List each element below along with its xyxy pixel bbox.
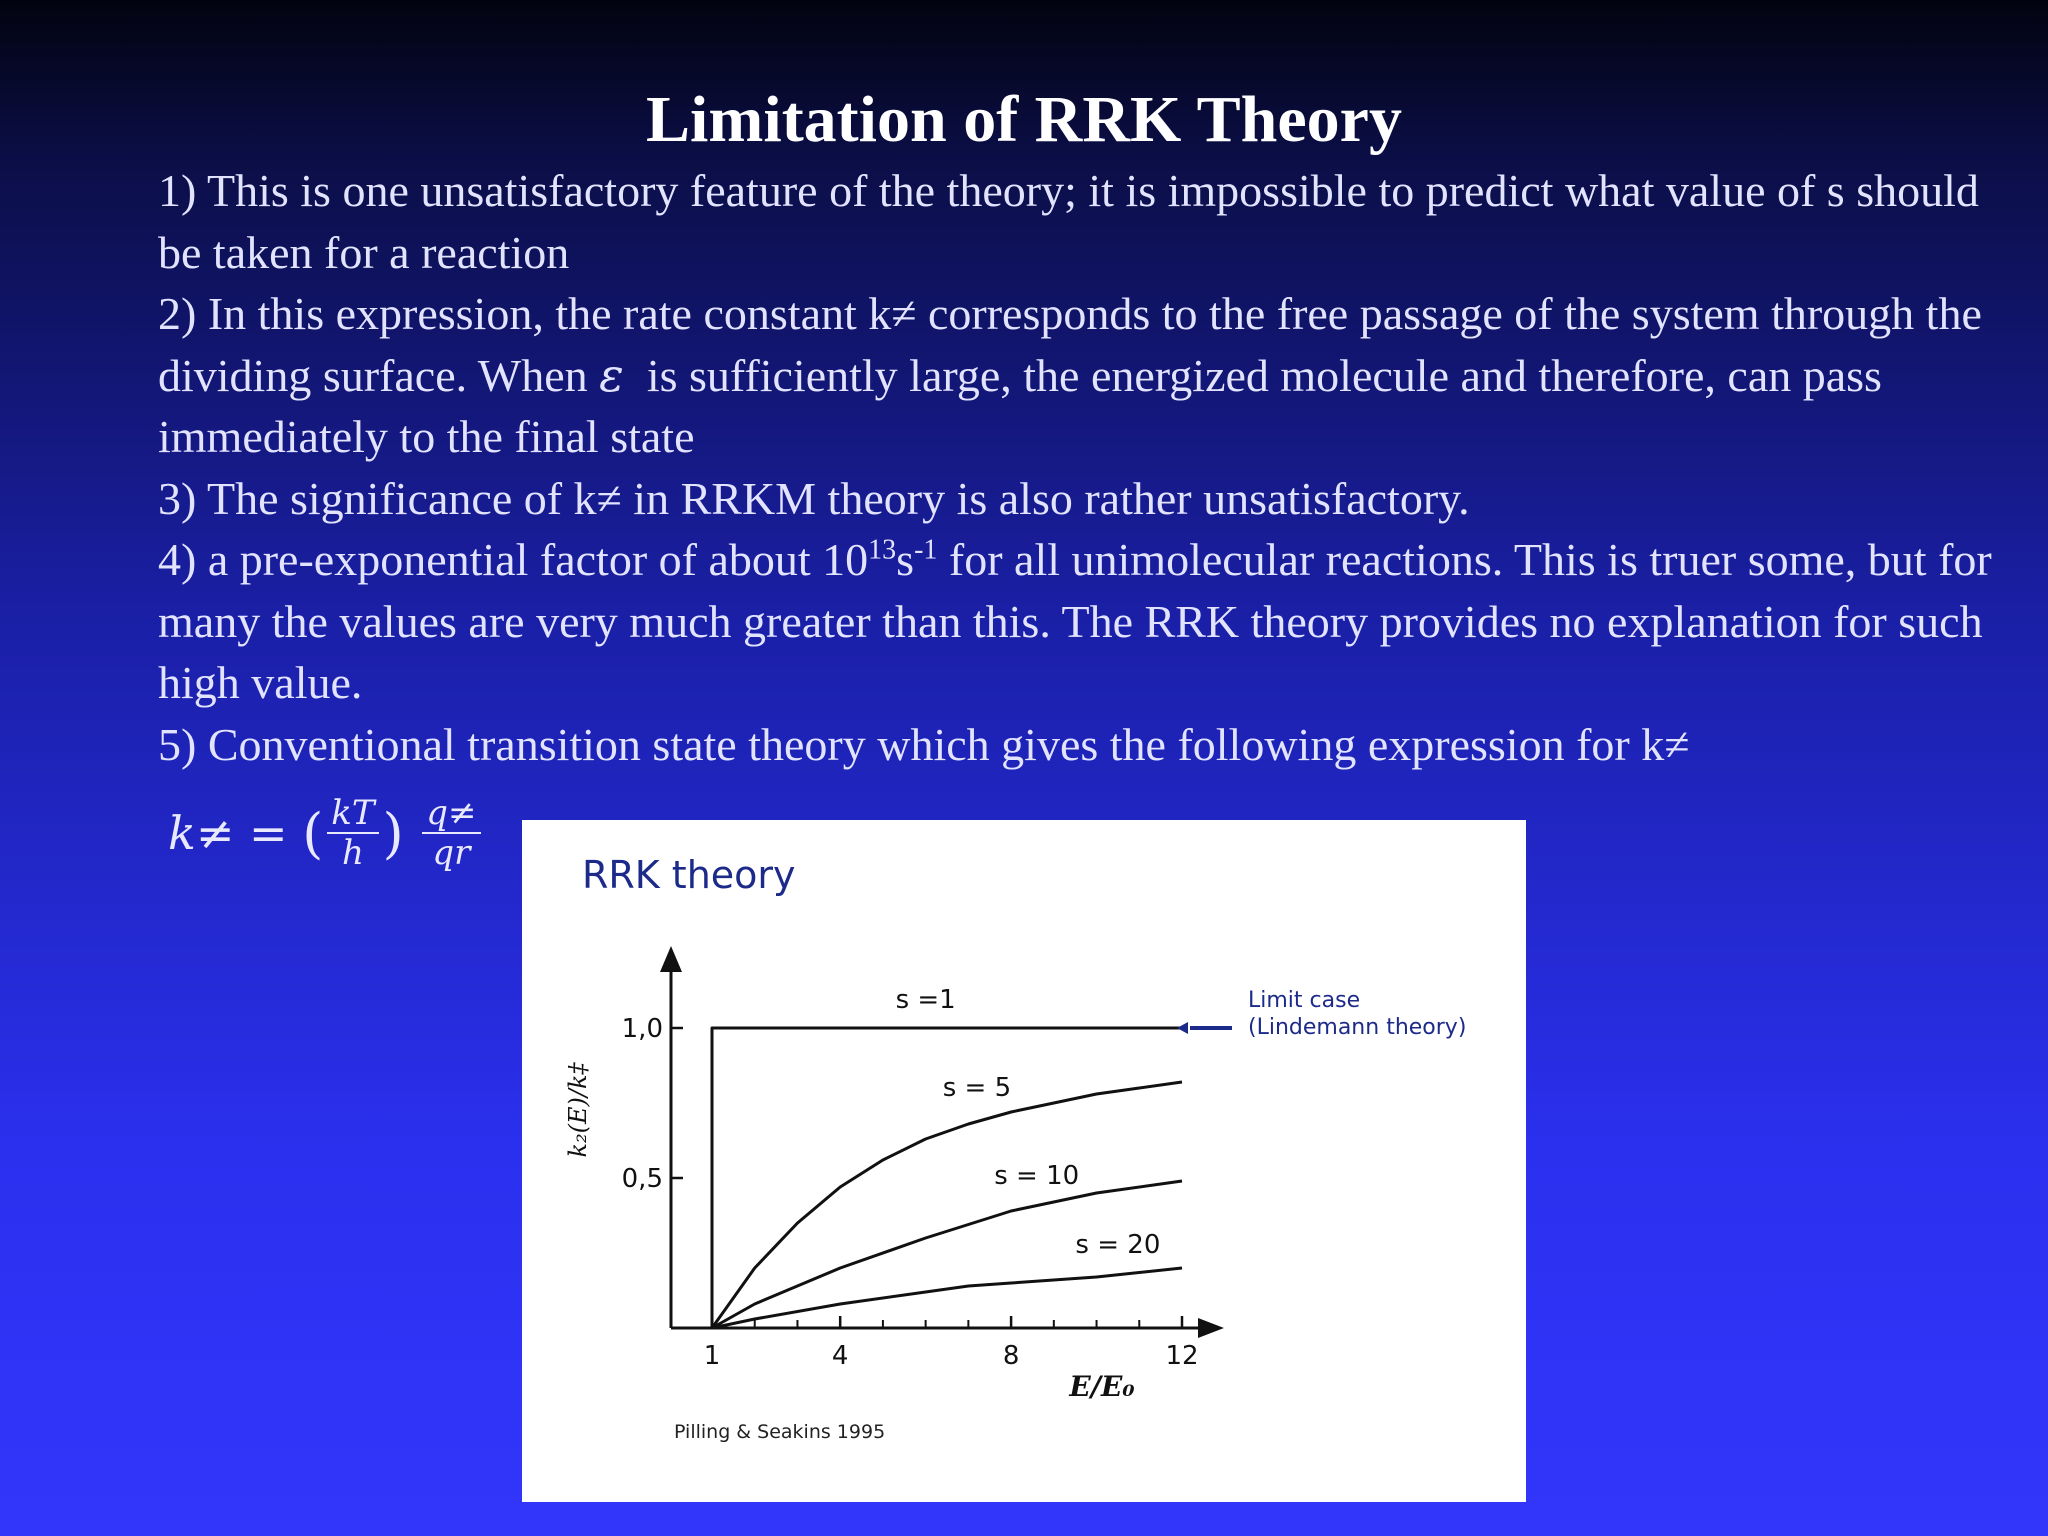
slide-title: Limitation of RRK Theory xyxy=(646,83,1402,156)
x-tick-label-12: 12 xyxy=(1165,1341,1199,1371)
slide-body xyxy=(158,160,2018,775)
formula-open-paren: ( xyxy=(302,801,324,865)
chart-source: Pilling & Seakins 1995 xyxy=(674,1421,886,1443)
y-axis-label: k₂(E)/k‡ xyxy=(564,1062,592,1158)
rate-constant-formula xyxy=(168,778,485,888)
point-4-text-b: for all unimolecular reactions. This is truer some, but for many the values are very much greater than this. The RRK theory provides no explanation for such high value. xyxy=(158,534,1992,708)
series-label: s = 5 xyxy=(942,1073,1012,1103)
x-tick-label-4: 4 xyxy=(831,1341,849,1371)
epsilon-symbol: ε xyxy=(599,347,624,402)
point-3: 3) The significance of k≠ in RRKM theory is also rather unsatisfactory. xyxy=(158,472,1470,524)
formula-denominator-qr: qr xyxy=(432,833,471,873)
point-4-unit: s xyxy=(896,534,915,585)
annotation-limit-case: Limit case xyxy=(1248,988,1361,1013)
rrk-chart xyxy=(522,820,1526,1502)
series-line-s4 xyxy=(712,1268,1182,1328)
point-1: 1) This is one unsatisfactory feature of the theory; it is impossible to predict what value of s should be taken for a reaction xyxy=(158,165,1979,278)
x-axis-arrowhead xyxy=(1198,1318,1224,1338)
point-2 xyxy=(158,283,2018,468)
rrk-chart-panel xyxy=(522,820,1526,1502)
limit-case-arrowhead xyxy=(1177,1022,1188,1034)
formula-denominator-h: h xyxy=(341,833,364,873)
exponent-13: 13 xyxy=(868,534,897,566)
formula-numerator-q: q≠ xyxy=(422,794,480,834)
chart-title: RRK theory xyxy=(582,853,796,897)
formula-fraction-q xyxy=(422,794,480,872)
exponent-minus-1: -1 xyxy=(914,534,938,566)
formula-lhs: k≠ = xyxy=(168,806,288,860)
y-tick-label: 0,5 xyxy=(621,1164,663,1194)
series-label: s = 10 xyxy=(994,1161,1080,1191)
formula-close-paren: ) xyxy=(382,801,404,865)
point-2-text-a: 2) In this expression, the rate constant k≠ corresponds to the free passage of the system through the dividing surface. When xyxy=(158,288,1982,401)
series-label: s =1 xyxy=(895,985,956,1015)
point-4-text-a: 4) a pre-exponential factor of about 10 xyxy=(158,534,869,585)
point-5: 5) Conventional transition state theory which gives the following expression for k≠ xyxy=(158,718,1690,770)
y-tick-label: 1,0 xyxy=(621,1014,663,1044)
x-tick-label-8: 8 xyxy=(1002,1341,1020,1371)
x-tick-label-1: 1 xyxy=(703,1341,721,1371)
formula-numerator-kt: kT xyxy=(327,794,378,834)
point-2-text-b: is sufficiently large, the energized molecule and therefore, can pass immediately to the final state xyxy=(158,349,1882,462)
point-4 xyxy=(158,529,2018,714)
formula-fraction-kt-h xyxy=(327,794,378,872)
x-axis-label: E/E₀ xyxy=(1069,1370,1135,1403)
series-label: s = 20 xyxy=(1075,1230,1161,1260)
y-axis-arrowhead xyxy=(660,946,682,972)
annotation-lindemann: (Lindemann theory) xyxy=(1248,1015,1467,1040)
